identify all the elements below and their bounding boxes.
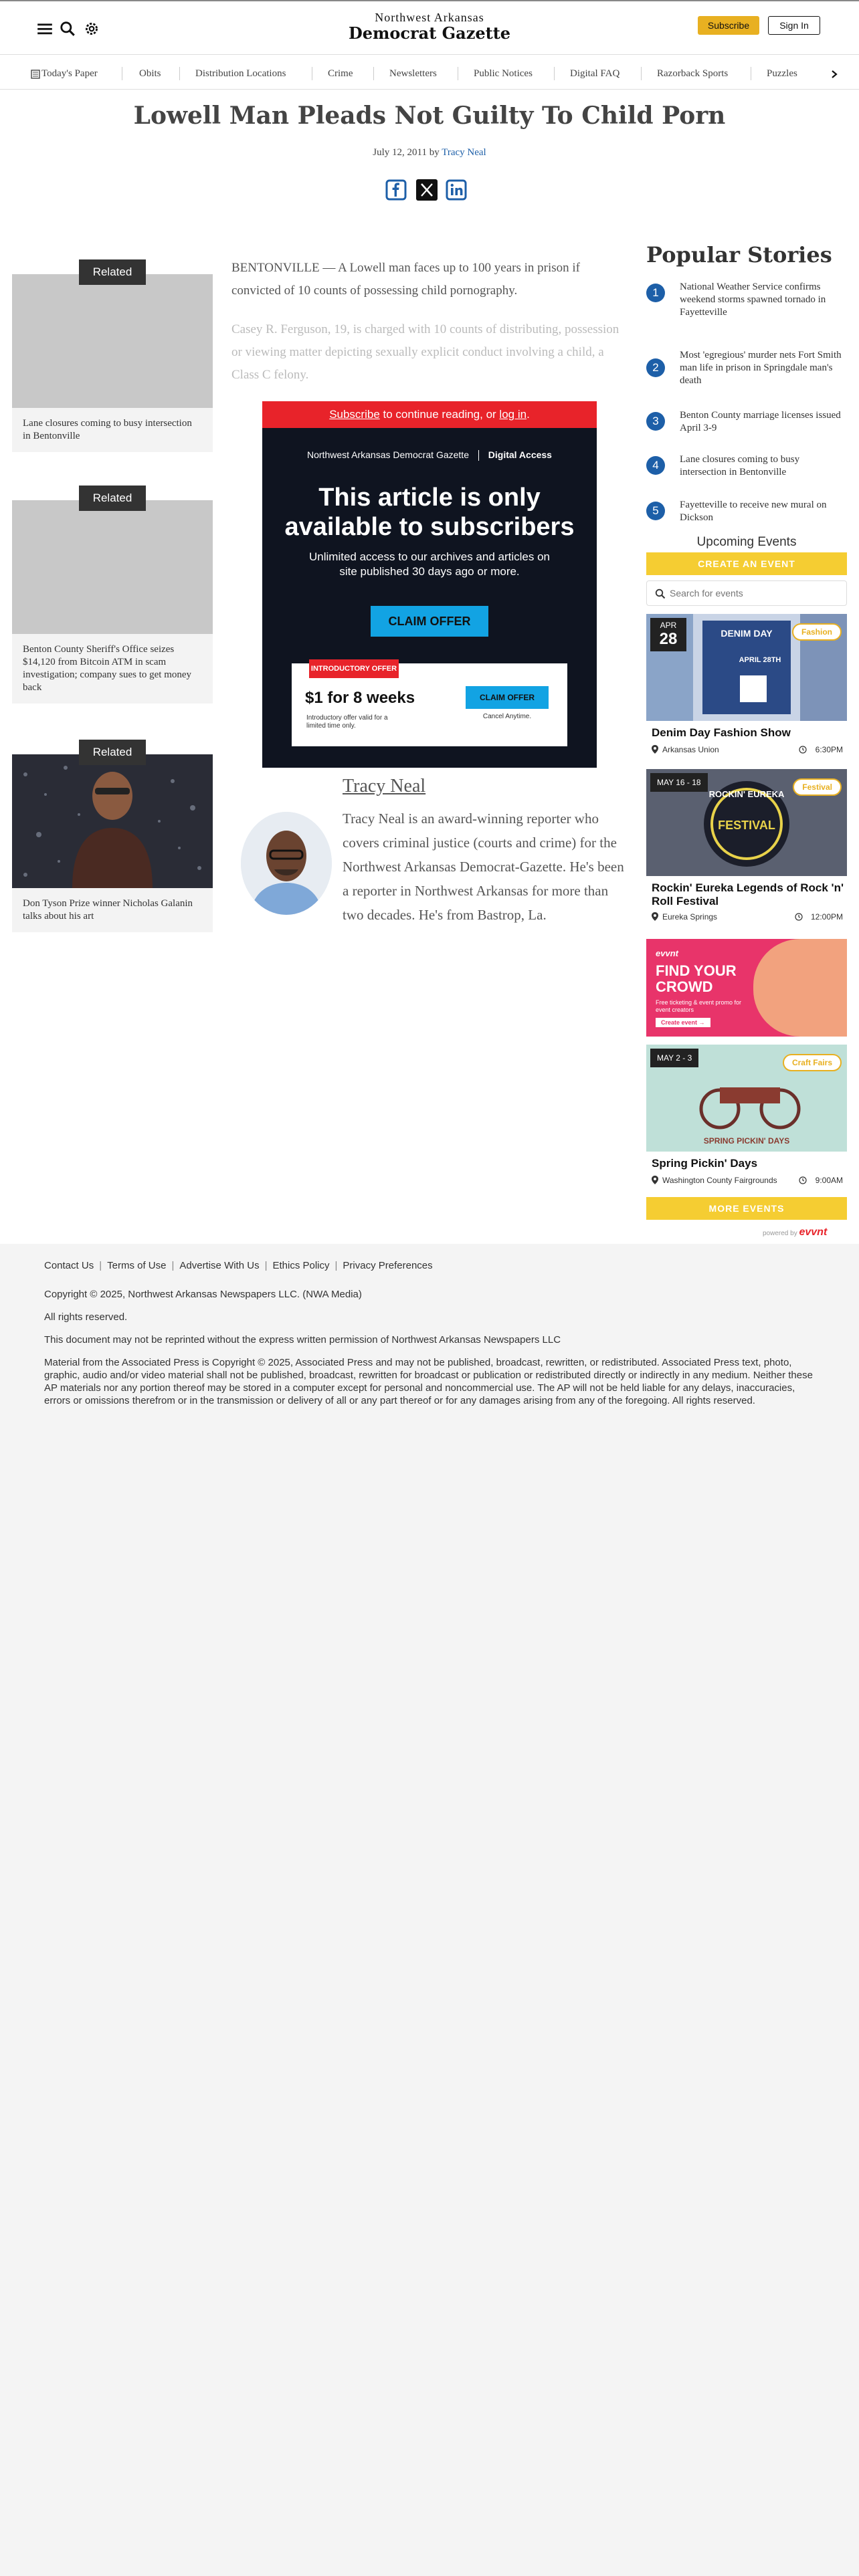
event-month: APR — [660, 621, 677, 630]
footer-link-advertise[interactable]: Advertise With Us — [179, 1260, 260, 1271]
footer-link-ethics[interactable]: Ethics Policy — [272, 1260, 330, 1271]
search-icon[interactable] — [59, 20, 76, 37]
popular-rank: 3 — [646, 412, 665, 431]
site-footer — [0, 1244, 859, 2576]
gear-icon[interactable] — [83, 20, 100, 37]
create-event-button[interactable]: CREATE AN EVENT — [646, 552, 847, 575]
brand-divider — [478, 450, 479, 461]
chevron-right-icon[interactable] — [830, 70, 839, 79]
paywall-banner-end: . — [527, 408, 530, 421]
nav-item-obits[interactable]: Obits — [139, 68, 161, 79]
author-name-link[interactable]: Tracy Neal — [343, 776, 426, 796]
popular-rank: 4 — [646, 456, 665, 475]
nav-item-digital-faq[interactable]: Digital FAQ — [570, 68, 620, 79]
event-name[interactable]: Spring Pickin' Days — [652, 1157, 758, 1170]
menu-icon[interactable] — [36, 20, 54, 37]
intro-offer-price: $1 for 8 weeks — [305, 689, 415, 707]
subscribe-button[interactable]: Subscribe — [698, 16, 759, 35]
event-date-badge — [650, 618, 686, 651]
clock-icon — [799, 746, 807, 754]
nav-item-public-notices[interactable]: Public Notices — [474, 68, 533, 79]
popular-story-title[interactable]: National Weather Service confirms weekend storms spawned tornado in Fayetteville — [680, 282, 826, 318]
popular-story[interactable] — [646, 453, 847, 480]
event-location: Washington County Fairgrounds — [662, 1176, 777, 1185]
event-search-input[interactable] — [670, 586, 837, 600]
popular-story-title[interactable]: Lane closures coming to busy intersection in Bentonville — [680, 454, 800, 477]
footer-reprint-notice: This document may not be reprinted without the express written permission of Northwest Arkansas Newspapers LLC — [44, 1334, 561, 1346]
related-image — [12, 265, 213, 408]
event-time: 9:00AM — [815, 1176, 843, 1185]
paywall-headline: This article is only available to subscribers — [284, 484, 575, 541]
event-card[interactable] — [646, 614, 847, 761]
event-day: 28 — [659, 630, 678, 648]
footer-divider: | — [99, 1260, 102, 1271]
event-name[interactable]: Denim Day Fashion Show — [652, 726, 791, 739]
site-header — [0, 0, 859, 55]
author-portrait — [241, 812, 332, 915]
more-events-button[interactable]: MORE EVENTS — [646, 1197, 847, 1220]
location-pin-icon — [652, 1176, 658, 1184]
facebook-icon[interactable] — [385, 179, 407, 201]
related-title[interactable]: Don Tyson Prize winner Nicholas Galanin talks about his art — [23, 898, 193, 922]
event-search-box — [646, 580, 847, 606]
related-tag: Related — [79, 486, 146, 511]
popular-story[interactable] — [646, 349, 847, 389]
event-date-badge: MAY 16 - 18 — [650, 773, 708, 792]
nav-item-razorback-sports[interactable]: Razorback Sports — [657, 68, 729, 79]
poster-title: SPRING PICKIN' DAYS — [703, 1136, 790, 1146]
popular-story-title[interactable]: Benton County marriage licenses issued April 3-9 — [680, 410, 841, 433]
intro-offer-box — [292, 663, 567, 746]
event-image — [646, 1045, 847, 1152]
byline-author-link[interactable]: Tracy Neal — [442, 147, 486, 158]
nav-item-todays-paper[interactable]: Today's Paper — [41, 68, 98, 79]
ad-photo — [753, 939, 847, 1037]
footer-divider: | — [171, 1260, 175, 1271]
nav-divider — [554, 67, 555, 80]
article-faded-paragraph: Casey R. Ferguson, 19, is charged with 10 counts of distributing, possession or viewing matter depicting sexually explicit conduct involving a child, a Class C felony. — [231, 322, 619, 382]
author-bio: Tracy Neal is an award-winning reporter who covers criminal justice (courts and crime) for the Northwest Arkansas Democrat-Gazette. He's been a reporter in Northwest Arkansas for more than two decades. He's from Bastrop, La. — [343, 811, 624, 923]
event-category-badge: Craft Fairs — [783, 1054, 842, 1071]
article-date: July 12, 2011 — [373, 147, 427, 158]
event-time: 12:00PM — [810, 912, 843, 922]
poster-title: ROCKIN' EUREKA — [708, 789, 785, 799]
intro-offer-fineprint: Introductory offer valid for a limited time only. — [306, 714, 388, 730]
ad-headline: FIND YOUR CROWD — [656, 962, 737, 995]
page — [0, 0, 859, 1244]
event-image — [646, 769, 847, 876]
event-card[interactable] — [646, 1045, 847, 1192]
site-logo[interactable] — [335, 11, 524, 43]
byline-by: by — [429, 147, 440, 158]
paywall-subscribe-link[interactable]: Subscribe — [329, 408, 380, 421]
popular-rank: 1 — [646, 284, 665, 302]
footer-rights: All rights reserved. — [44, 1311, 128, 1323]
paywall-brand-logo: Northwest Arkansas Democrat Gazette — [307, 449, 469, 460]
newspaper-icon — [31, 70, 40, 79]
section-nav — [0, 59, 859, 90]
article-title: Lowell Man Pleads Not Guilty To Child Porn — [133, 102, 726, 130]
popular-rank: 2 — [646, 358, 665, 377]
paywall-body: Unlimited access to our archives and articles on site published 30 days ago or more. — [309, 550, 550, 578]
ad-cta-button[interactable]: Create event → — [656, 1018, 710, 1027]
ad-brand: evvnt — [656, 948, 678, 958]
sign-in-button[interactable]: Sign In — [768, 16, 820, 35]
event-location: Arkansas Union — [662, 745, 719, 754]
clock-icon — [799, 1176, 807, 1184]
intro-offer-tag: INTRODUCTORY OFFER — [309, 659, 399, 678]
related-tag: Related — [79, 740, 146, 765]
event-card[interactable] — [646, 769, 847, 927]
footer-links — [44, 1260, 433, 1271]
nav-item-puzzles[interactable]: Puzzles — [767, 68, 797, 79]
linkedin-icon[interactable] — [446, 179, 467, 201]
paywall-brand-product: Digital Access — [488, 449, 552, 460]
popular-rank: 5 — [646, 502, 665, 520]
location-pin-icon — [652, 912, 658, 921]
footer-link-privacy[interactable]: Privacy Preferences — [343, 1260, 433, 1271]
related-photo — [12, 746, 213, 888]
event-date-badge: MAY 2 - 3 — [650, 1049, 698, 1067]
event-category-badge: Festival — [793, 778, 842, 796]
popular-story[interactable] — [646, 281, 847, 334]
event-location: Eureka Springs — [662, 912, 718, 922]
artwork-photo — [12, 754, 213, 888]
ad-subtext: Free ticketing & event promo for event creators — [656, 999, 742, 1013]
intro-offer-cancel-note: Cancel Anytime. — [482, 713, 532, 720]
popular-story[interactable] — [646, 409, 847, 436]
evvnt-logo[interactable]: evvnt — [799, 1226, 828, 1238]
location-pin-icon — [652, 745, 658, 754]
search-icon — [655, 588, 666, 599]
nav-divider — [179, 67, 180, 80]
paywall-banner-text: to continue reading, or — [379, 408, 500, 421]
related-title[interactable]: Lane closures coming to busy intersection in Bentonville — [23, 418, 192, 441]
footer-link-terms[interactable]: Terms of Use — [107, 1260, 167, 1271]
clock-icon — [795, 913, 803, 921]
nav-item-newsletters[interactable]: Newsletters — [389, 68, 437, 79]
article-lede: BENTONVILLE — A Lowell man faces up to 100 years in prison if convicted of 10 counts of possessing child pornography. — [231, 261, 580, 298]
paywall-modal — [262, 401, 597, 768]
footer-divider: | — [335, 1260, 338, 1271]
logo-line2: Democrat Gazette — [348, 23, 511, 43]
evvnt-ad[interactable] — [646, 939, 847, 1037]
event-category-badge: Fashion — [792, 623, 842, 641]
claim-offer-button[interactable]: CLAIM OFFER — [371, 606, 488, 637]
related-tag: Related — [79, 259, 146, 285]
paywall-login-link[interactable]: log in — [499, 408, 527, 421]
event-name[interactable]: Rockin' Eureka Legends of Rock 'n' Roll Festival — [652, 881, 844, 907]
event-time: 6:30PM — [815, 745, 843, 754]
related-card[interactable] — [12, 265, 213, 452]
nav-divider — [373, 67, 374, 80]
popular-story-title[interactable]: Fayetteville to receive new mural on Dickson — [680, 500, 827, 523]
popular-stories-heading: Popular Stories — [646, 242, 832, 267]
powered-by-text: powered by — [763, 1230, 797, 1237]
poster-title: DENIM DAY — [721, 628, 773, 639]
intro-offer-claim-button[interactable]: CLAIM OFFER — [466, 686, 549, 709]
footer-link-contact[interactable]: Contact Us — [44, 1260, 94, 1271]
related-card[interactable] — [12, 492, 213, 704]
footer-ap-notice: Material from the Associated Press is Copyright © 2025, Associated Press and may not be published, broadcast, rewritten, or redistributed. Associated Press text, photo, graphic, audio and/or video material shall not be published, broadcast, rewritten for broadcast or publication or redistributed directly or indirectly in any medium. Neither these AP materials nor any portion thereof may be stored in a computer except for personal and noncommercial use. The AP will not be held liable for any delays, inaccuracies, errors or omissions therefrom or in the transmission or delivery of all or any part thereof or for any damages arising from any of the foregoing. All rights reserved. — [44, 1357, 813, 1406]
popular-story-title[interactable]: Most 'egregious' murder nets Fort Smith man life in prison in Springdale man's death — [680, 350, 842, 386]
powered-by — [763, 1226, 827, 1239]
upcoming-events-heading: Upcoming Events — [696, 535, 797, 549]
paywall-banner — [262, 401, 597, 428]
footer-copyright: Copyright © 2025, Northwest Arkansas Newspapers LLC. (NWA Media) — [44, 1289, 362, 1300]
nav-divider — [641, 67, 642, 80]
poster-subtitle: FESTIVAL — [718, 819, 775, 832]
x-twitter-icon[interactable] — [416, 179, 438, 201]
related-card[interactable] — [12, 746, 213, 932]
footer-divider: | — [264, 1260, 268, 1271]
poster-date: APRIL 28TH — [739, 656, 781, 664]
nav-item-crime[interactable]: Crime — [328, 68, 353, 79]
author-avatar — [241, 812, 332, 915]
event-image — [646, 614, 847, 721]
paywall-brand — [262, 449, 597, 461]
logo-line1: Northwest Arkansas — [375, 11, 484, 24]
popular-story[interactable] — [646, 499, 847, 526]
nav-item-distribution-locations[interactable]: Distribution Locations — [195, 68, 286, 79]
related-title[interactable]: Benton County Sheriff's Office seizes $14,120 from Bitcoin ATM in scam investigation; company sues to get money back — [23, 644, 192, 693]
article-meta — [0, 147, 859, 158]
related-image — [12, 492, 213, 634]
